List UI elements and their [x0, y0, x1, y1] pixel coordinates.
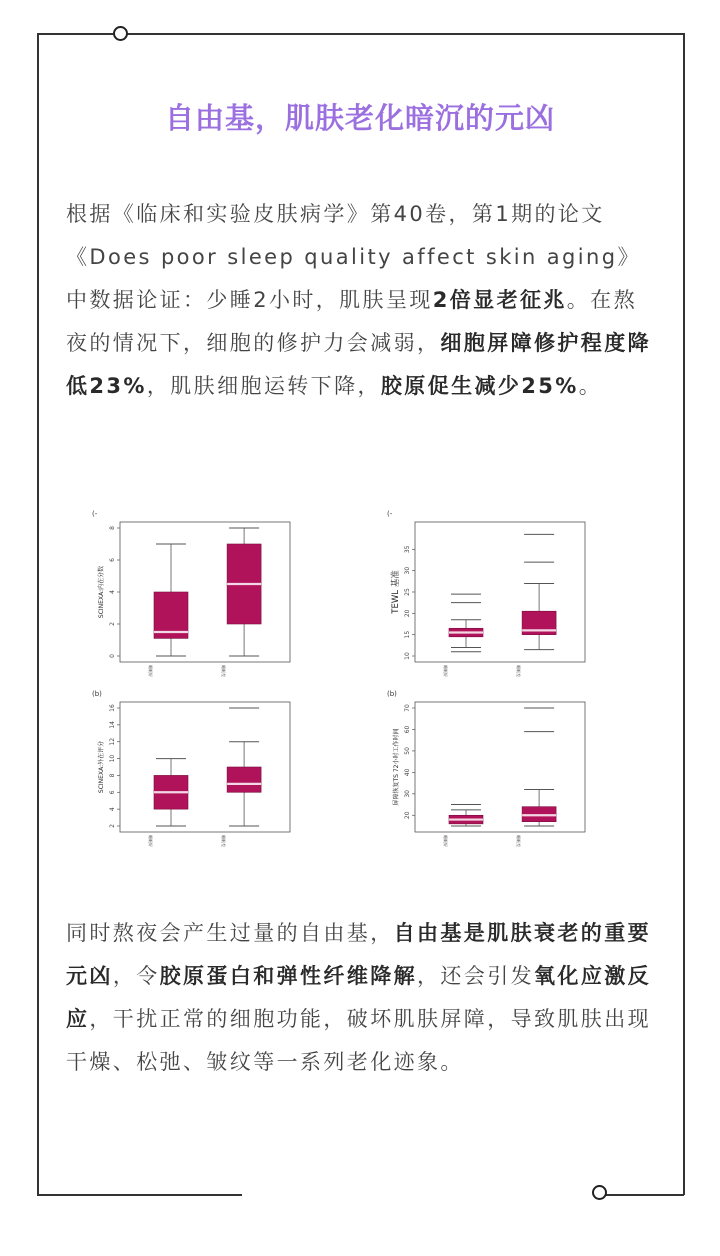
group-label: 睡眠差: [221, 665, 227, 677]
frame-top-right: [127, 33, 684, 35]
frame-left: [37, 33, 39, 1195]
plot-area: [120, 522, 290, 662]
y-tick-label: 20: [404, 609, 411, 618]
highlight-text: 细胞屏障修护程度降低23%: [66, 331, 652, 398]
y-tick-label: 10: [109, 754, 116, 763]
y-tick-label: 8: [109, 526, 116, 530]
frame-bottom-right: [606, 1194, 684, 1196]
group-label: 睡眠差: [516, 665, 522, 677]
y-tick-label: 12: [109, 737, 116, 746]
y-tick-label: 14: [109, 721, 116, 729]
page-title: 自由基，肌肤老化暗沉的元凶: [164, 101, 555, 135]
y-axis-label: SCINEXA:外在评分: [98, 740, 105, 794]
group-label: 睡眠差: [516, 835, 522, 847]
y-tick-label: 2: [109, 824, 116, 828]
body-text: ，肌肤细胞运转下降，: [146, 374, 381, 398]
panel-label: (b): [387, 690, 397, 698]
y-axis-label: SCINEXA:内在分数: [98, 565, 105, 619]
body-text: 。在熬夜的情况下，细胞的修护力会减弱，: [66, 288, 637, 355]
y-axis-label: 屏障恢复TS 72小时工作时间: [393, 728, 400, 806]
y-tick-label: 40: [404, 768, 411, 777]
y-tick-label: 25: [404, 588, 411, 596]
y-tick-label: 10: [404, 652, 411, 660]
y-tick-label: 8: [109, 773, 116, 778]
highlight-text: 胶原促生减少25%: [380, 374, 579, 398]
chart-panel: [92, 510, 290, 677]
y-tick-label: 0: [109, 654, 116, 658]
y-tick-label: 30: [404, 566, 411, 575]
y-tick-label: 20: [404, 811, 411, 820]
y-tick-label: 50: [404, 747, 411, 755]
y-tick-label: 30: [404, 789, 411, 798]
plot-area: [415, 522, 585, 662]
body-text: 。: [578, 374, 603, 398]
chart-panel: [387, 510, 585, 677]
group-label: 睡眠好: [443, 835, 448, 847]
paragraph-1: [66, 193, 656, 408]
highlight-text: 自由基是肌肤衰老的重要元凶: [66, 921, 652, 988]
body-text: ，干扰正常的细胞功能，破坏肌肤屏障，导致肌肤出现干燥、松弛、皱纹等一系列老化迹象。: [66, 1007, 652, 1074]
box: [227, 767, 261, 792]
y-tick-label: 16: [109, 704, 116, 712]
corner-circle-top: [113, 26, 128, 41]
y-tick-label: 6: [109, 558, 116, 562]
boxplot-figure: [80, 500, 660, 865]
y-tick-label: 70: [404, 704, 411, 712]
panel-label: (-: [92, 510, 98, 518]
y-tick-label: 6: [109, 790, 116, 795]
y-tick-label: 15: [404, 630, 411, 639]
chart-panel: [92, 690, 290, 847]
panel-label: (-: [387, 510, 393, 518]
frame-right: [683, 33, 685, 1195]
paragraph-2: [66, 912, 656, 1084]
corner-circle-bottom: [592, 1185, 607, 1200]
y-axis-label: TEWL 基准: [391, 570, 401, 614]
highlight-text: 胶原蛋白和弹性纤维降解: [159, 964, 418, 988]
plot-area: [120, 702, 290, 832]
y-tick-label: 4: [109, 807, 116, 812]
frame-top-left: [37, 33, 113, 35]
y-tick-label: 60: [404, 725, 411, 734]
group-label: 睡眠好: [148, 835, 153, 847]
highlight-text: 氧化应激反应: [66, 964, 652, 1031]
plot-area: [415, 702, 585, 832]
body-text: 同时熬夜会产生过量的自由基，: [66, 921, 394, 945]
group-label: 睡眠好: [148, 665, 153, 677]
group-label: 睡眠好: [443, 665, 448, 677]
y-tick-label: 2: [109, 622, 116, 626]
panel-label: (b): [92, 690, 102, 698]
frame-bottom-left: [37, 1194, 242, 1196]
chart-panel: [387, 690, 585, 847]
y-tick-label: 4: [109, 590, 116, 594]
y-tick-label: 35: [404, 545, 411, 554]
body-text: ，还会引发: [417, 964, 535, 988]
highlight-text: 2倍显老征兆: [432, 288, 567, 312]
body-text: ，令: [112, 964, 160, 988]
group-label: 睡眠差: [221, 835, 227, 847]
body-text: 根据《临床和实验皮肤病学》第40卷，第1期的论文《Does poor sleep quality affect skin aging》中数据论证：少睡2小时，肌肤呈现: [66, 202, 641, 312]
